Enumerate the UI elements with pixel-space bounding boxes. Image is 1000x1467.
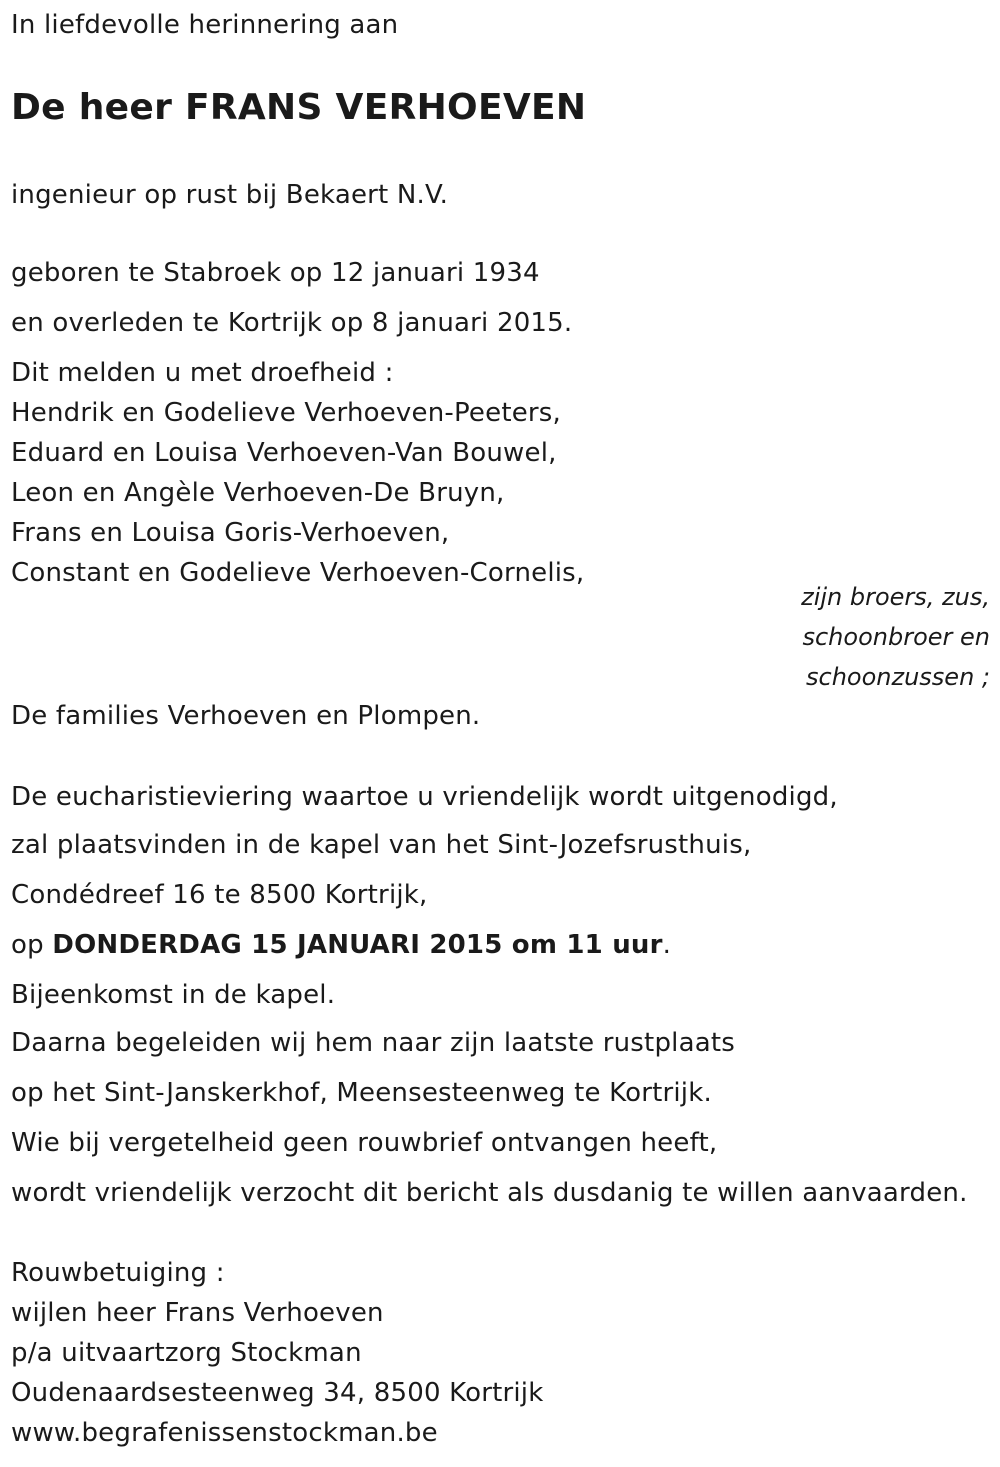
- intro-text: In liefdevolle herinnering aan: [11, 10, 399, 40]
- families-text: De families Verhoeven en Plompen.: [11, 701, 481, 731]
- ceremony-line: Daarna begeleiden wij hem naar zijn laatste rustplaats: [11, 1028, 735, 1058]
- family-member: Frans en Louisa Goris-Verhoeven,: [11, 518, 450, 548]
- family-member: Leon en Angèle Verhoeven-De Bruyn,: [11, 478, 505, 508]
- date-prefix: op: [11, 930, 53, 960]
- ceremony-line: Bijeenkomst in de kapel.: [11, 980, 336, 1010]
- profession-text: ingenieur op rust bij Bekaert N.V.: [11, 180, 449, 210]
- ceremony-date: DONDERDAG 15 JANUARI 2015 om 11 uur: [52, 930, 663, 960]
- website-link[interactable]: www.begrafenissenstockman.be: [11, 1418, 438, 1448]
- birth-text: geboren te Stabroek op 12 januari 1934: [11, 258, 540, 288]
- ceremony-line: Condédreef 16 te 8500 Kortrijk,: [11, 880, 428, 910]
- family-member: Constant en Godelieve Verhoeven-Cornelis,: [11, 558, 585, 588]
- family-member: Hendrik en Godelieve Verhoeven-Peeters,: [11, 398, 562, 428]
- ceremony-date-line: [11, 930, 671, 960]
- deceased-name: De heer FRANS VERHOEVEN: [11, 87, 587, 128]
- condolence-line: p/a uitvaartzorg Stockman: [11, 1338, 362, 1368]
- condolence-line: wijlen heer Frans Verhoeven: [11, 1298, 384, 1328]
- announce-text: Dit melden u met droefheid :: [11, 358, 394, 388]
- family-member: Eduard en Louisa Verhoeven-Van Bouwel,: [11, 438, 557, 468]
- ceremony-line: op het Sint-Janskerkhof, Meensesteenweg te Kortrijk.: [11, 1078, 712, 1108]
- relation-line: schoonzussen ;: [806, 663, 990, 691]
- condolence-label: Rouwbetuiging :: [11, 1258, 225, 1288]
- relation-line: schoonbroer en: [802, 623, 990, 651]
- ceremony-line: De eucharistieviering waartoe u vriendelijk wordt uitgenodigd,: [11, 782, 838, 812]
- date-suffix: .: [662, 930, 672, 960]
- ceremony-line: Wie bij vergetelheid geen rouwbrief ontvangen heeft,: [11, 1128, 718, 1158]
- ceremony-line: wordt vriendelijk verzocht dit bericht als dusdanig te willen aanvaarden.: [11, 1178, 968, 1208]
- death-text: en overleden te Kortrijk op 8 januari 2015.: [11, 308, 573, 338]
- condolence-line: Oudenaardsesteenweg 34, 8500 Kortrijk: [11, 1378, 544, 1408]
- relation-line: zijn broers, zus,: [801, 583, 990, 611]
- ceremony-line: zal plaatsvinden in de kapel van het Sint-Jozefsrusthuis,: [11, 830, 752, 860]
